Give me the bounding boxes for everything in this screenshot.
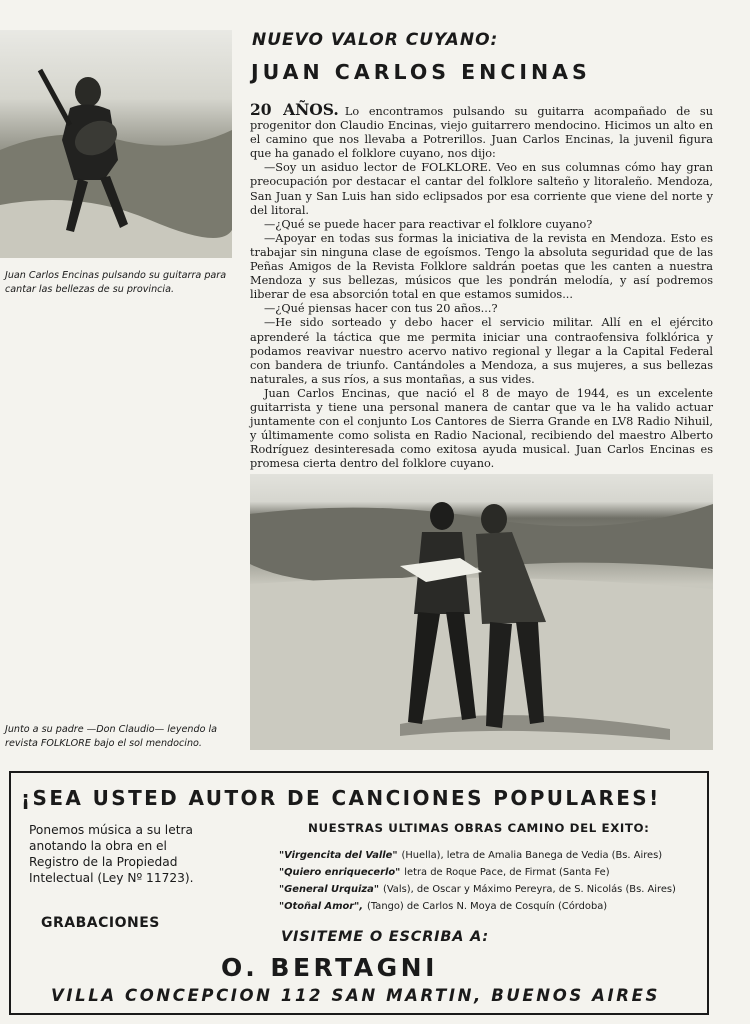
advertisement-box	[9, 771, 709, 1015]
ad-work-detail: (Vals), de Oscar y Máximo Pereyra, de S. Nicolás (Bs. Aires)	[382, 884, 676, 895]
article-paragraph: Juan Carlos Encinas, que nació el 8 de mayo de 1944, es un excelente guitarrista y tiene una personal manera de cantar que va le ha valido actuar juntamente con el conjunto Los Cantores de Sierra Grande en LV8 Radio Nihuil, y últimamente como solista en Radio Nacional, recibiendo del maestro Alberto Rodríguez desinteresada como exitosa ayuda musical. Juan Carlos Encinas es promesa cierta dentro del folklore cuyano.	[250, 386, 713, 471]
photo-caption-father: Junto a su padre —Don Claudio— leyendo la revista FOLKLORE bajo el sol mendocino.	[5, 724, 218, 749]
ad-works-list	[279, 847, 676, 915]
photo-man-with-guitar	[0, 30, 232, 258]
ad-work-title: "Virgencita del Valle"	[279, 850, 398, 861]
article-paragraph-text: Lo encontramos pulsando su guitarra acompañado de su progenitor don Claudio Encinas, viejo guitarrero mendocino. Hicimos un alto en el camino que nos llevaba a Potrerillos. Juan Carlos Encinas, la juvenil figura que ha ganado el folklore cuyano, nos dijo:	[250, 105, 713, 161]
photo-with-father	[250, 474, 713, 750]
ad-address: VILLA CONCEPCION 112 SAN MARTIN, BUENOS AIRES	[51, 986, 660, 1005]
ad-work-detail: (Huella), letra de Amalia Banega de Vedia (Bs. Aires)	[401, 850, 663, 861]
article-paragraph: —Apoyar en todas sus formas la iniciativa de la revista en Mendoza. Esto es trabajar sin ninguna clase de egoísmos. Tengo la absoluta seguridad que de las Peñas Amigos de la Revista Folklore saldrán poetas que les canten a nuestra Mendoza y sus bellezas, músicos que les pondrán melodía, y así podremos liberar de esa absorción total en que estamos sumidos...	[250, 231, 713, 302]
photo-father-drawing	[250, 474, 713, 750]
ad-company-name: O. BERTAGNI	[221, 953, 438, 982]
photo-guitar-drawing	[0, 30, 232, 258]
ad-work-item	[279, 898, 676, 915]
article-paragraph: —He sido sorteado y debo hacer el servicio militar. Allí en el ejército aprenderé la táctica que me permita iniciar una contraofensiva folklórica y podamos reavivar nuestro acervo nativo regional y llegar a la Capital Federal con bandera de triunfo. Cantándoles a Mendoza, a sus mujeres, a sus bellezas naturales, a sus ríos, a sus montañas, a sus vides.	[250, 316, 713, 386]
ad-visit-text: VISITEME O ESCRIBA A:	[281, 929, 489, 945]
ad-work-detail: (Tango) de Carlos N. Moya de Cosquín (Córdoba)	[367, 901, 608, 912]
article-paragraph: —Soy un asiduo lector de FOLKLORE. Veo en sus columnas cómo hay gran preocupación por destacar el cantar del folklore salteño y litoraleño. Mendoza, San Juan y San Luis han sido eclipsados por esa corriente que viene del norte y del litoral.	[250, 161, 713, 217]
article-paragraph: —¿Qué piensas hacer con tus 20 años...?	[264, 302, 498, 316]
ad-work-detail: letra de Roque Pace, de Firmat (Santa Fe)	[404, 867, 610, 878]
photo-caption-guitar: Juan Carlos Encinas pulsando su guitarra para cantar las bellezas de su provincia.	[5, 270, 227, 295]
ad-headline: ¡SEA USTED AUTOR DE CANCIONES POPULARES!	[21, 786, 661, 810]
ad-work-item	[279, 864, 676, 881]
article-paragraph: —¿Qué se puede hacer para reactivar el folklore cuyano?	[264, 217, 593, 231]
ad-works-heading: NUESTRAS ULTIMAS OBRAS CAMINO DEL EXITO:	[308, 821, 650, 835]
article-paragraph	[250, 100, 713, 161]
ad-intro-text: Ponemos música a su letra anotando la obra en el Registro de la Propiedad Intelectual (Ley Nº 11723).	[29, 823, 194, 885]
ad-recordings-label: GRABACIONES	[41, 915, 160, 931]
article-body	[250, 100, 713, 471]
ad-work-title: "Quiero enriquecerlo"	[279, 867, 401, 878]
ad-work-item	[279, 881, 676, 898]
article-headline: JUAN CARLOS ENCINAS	[251, 60, 591, 84]
article-kicker: NUEVO VALOR CUYANO:	[252, 30, 499, 50]
ad-work-title: "General Urquiza"	[279, 884, 379, 895]
ad-work-item	[279, 847, 676, 864]
ad-work-title: "Otoñal Amor",	[279, 901, 364, 912]
article-lead: 20 AÑOS.	[250, 100, 339, 119]
